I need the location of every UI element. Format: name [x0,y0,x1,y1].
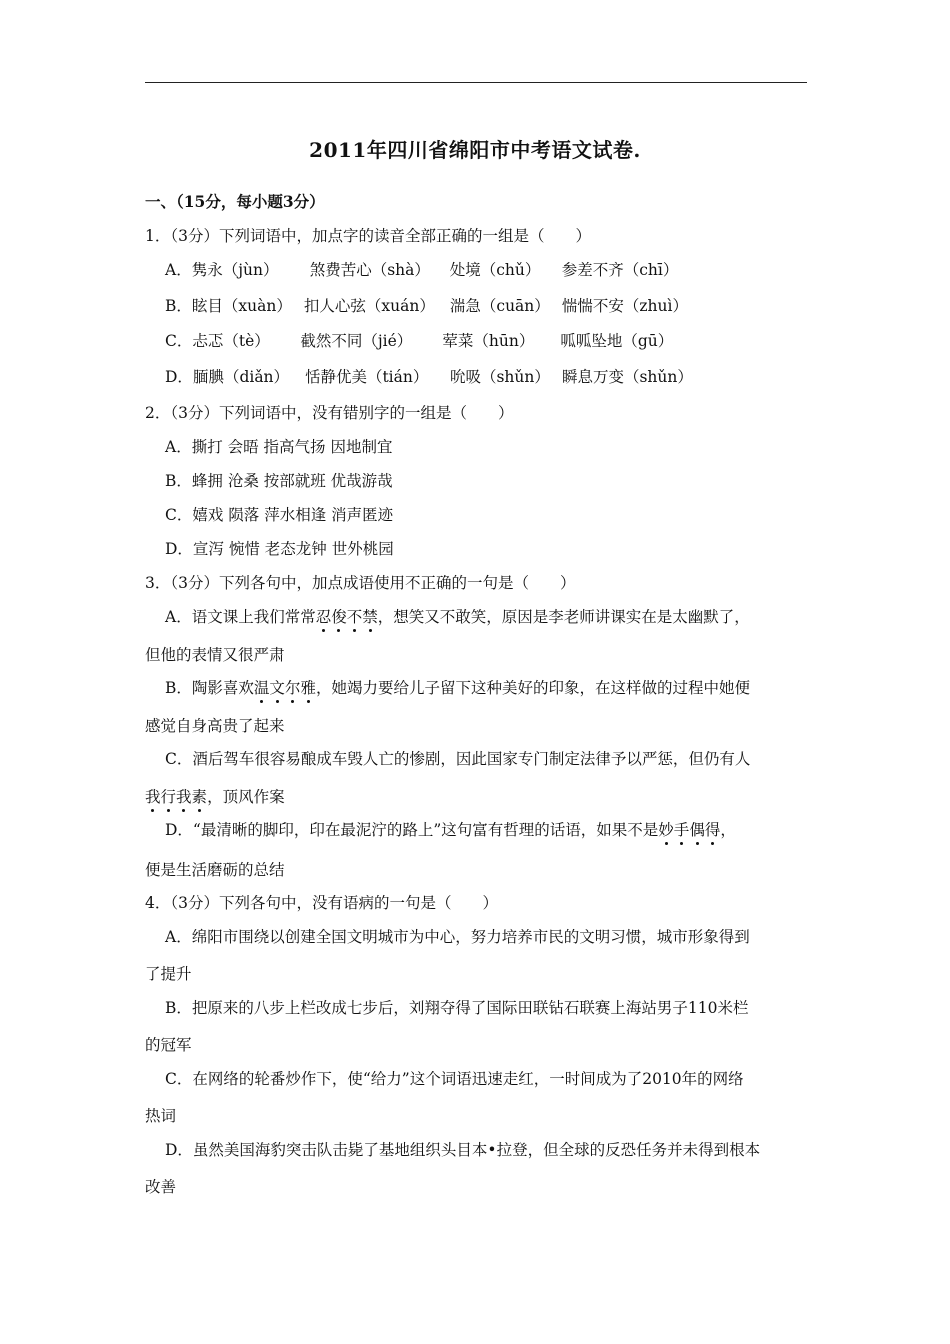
q2-option-b: B．蜂拥 沧桑 按部就班 优哉游哉 [165,472,393,490]
q3-option-d [165,818,736,840]
option-word: 处境（chǔ） [449,261,541,279]
option-text: B．陶影喜欢 [165,679,254,697]
emphasis-char: 雅 [300,676,316,698]
emphasis-char: 温 [254,676,270,698]
q3-option-b [165,676,750,698]
option-word: 截然不同（jié） [300,332,413,350]
q1-stem: 1．（3分）下列词语中，加点字的读音全部正确的一组是（ ） [145,227,591,245]
emphasis-char: 尔 [285,676,301,698]
q1-option-b [165,294,688,316]
q4-option-c: C．在网络的轮番炒作下，使“给力”这个词语迅速走红，一时间成为了2010年的网络 [165,1070,744,1088]
option-label: D． [165,368,193,386]
q2-stem: 2．（3分）下列词语中，没有错别字的一组是（ ） [145,404,514,422]
option-word: 隽永（jùn） [191,261,279,279]
emphasis-char: 我 [145,785,161,807]
q3-option-c: C．酒后驾车很容易酿成车毁人亡的惨剧，因此国家专门制定法律予以严惩，但仍有人 [165,750,751,768]
option-word: 扣人心弦（xuán） [303,297,435,315]
q1-option-d [165,365,693,387]
section-heading: 一、（15分，每小题3分） [145,192,325,211]
emphasis-char: 得 [705,818,721,840]
q3-option-d-cont: 便是生活磨砺的总结 [145,861,285,879]
emphasized-idiom [254,679,316,697]
q4-option-c-cont: 热词 [145,1107,177,1125]
emphasis-char: 忍 [316,605,332,627]
emphasized-idiom [316,608,378,626]
q4-option-d-cont: 改善 [145,1178,177,1196]
emphasized-idiom [145,788,207,806]
q4-stem: 4．（3分）下列各句中，没有语病的一句是（ ） [145,894,498,912]
option-label: C． [165,332,193,350]
option-word: 湍急（cuān） [449,297,550,315]
option-text: ， [720,821,736,839]
emphasis-char: 禁 [362,605,378,627]
q4-option-b: B．把原来的八步上栏改成七步后，刘翔夺得了国际田联钻石联赛上海站男子110米栏 [165,999,749,1017]
option-word: 惴惴不安（zhuì） [561,297,688,315]
q2-option-d: D．宣泻 惋惜 老态龙钟 世外桃园 [165,540,394,558]
q3-stem: 3．（3分）下列各句中，加点成语使用不正确的一句是（ ） [145,574,576,592]
emphasis-char: 文 [269,676,285,698]
emphasis-char: 我 [176,785,192,807]
q4-option-a-cont: 了提升 [145,965,192,983]
option-text: ，想笑又不敢笑，原因是李老师讲课实在是太幽默了， [377,608,750,626]
option-text: ，她竭力要给儿子留下这种美好的印象，在这样做的过程中她便 [315,679,750,697]
emphasis-char: 素 [192,785,208,807]
option-word: 煞费苦心（shà） [309,261,430,279]
q1-option-a [165,258,678,280]
emphasis-char: 不 [347,605,363,627]
q3-option-b-cont: 感觉自身高贵了起来 [145,717,285,735]
option-text: ，顶风作案 [207,788,285,806]
option-word: 忐忑（tè） [192,332,270,350]
q1-option-c [165,329,673,351]
emphasis-char: 手 [674,818,690,840]
option-word: 瞬息万变（shǔn） [561,368,693,386]
option-word: 呱呱坠地（gū） [560,332,674,350]
q4-option-a: A．绵阳市围绕以创建全国文明城市为中心，努力培养市民的文明习惯，城市形象得到 [165,928,750,946]
emphasis-char: 俊 [331,605,347,627]
q2-option-a: A．撕打 会晤 指高气扬 因地制宜 [165,438,393,456]
option-word: 荤菜（hūn） [442,332,535,350]
header-rule [145,82,807,83]
emphasized-idiom [658,821,720,839]
q2-option-c: C．嬉戏 陨落 萍水相逢 消声匿迹 [165,506,394,524]
emphasis-char: 妙 [658,818,674,840]
option-word: 眩目（xuàn） [191,297,292,315]
emphasis-char: 偶 [689,818,705,840]
emphasis-char: 行 [161,785,177,807]
q4-option-b-cont: 的冠军 [145,1036,192,1054]
q3-option-a [165,605,750,627]
option-text: A．语文课上我们常常 [165,608,316,626]
q4-option-d: D．虽然美国海豹突击队击毙了基地组织头目本•拉登，但全球的反恐任务并未得到根本 [165,1141,761,1159]
option-label: A． [165,261,192,279]
option-label: B． [165,297,192,315]
option-word: 吮吸（shǔn） [449,368,550,386]
option-word: 腼腆（diǎn） [192,368,290,386]
page-title: 2011年四川省绵阳市中考语文试卷. [309,138,641,162]
option-word: 恬静优美（tián） [304,368,429,386]
q3-option-a-cont: 但他的表情又很严肃 [145,646,285,664]
option-word: 参差不齐（chī） [561,261,679,279]
option-text: D．“最清晰的脚印，印在最泥泞的路上”这句富有哲理的话语，如果不是 [165,821,659,839]
q3-option-c-cont [145,785,285,807]
